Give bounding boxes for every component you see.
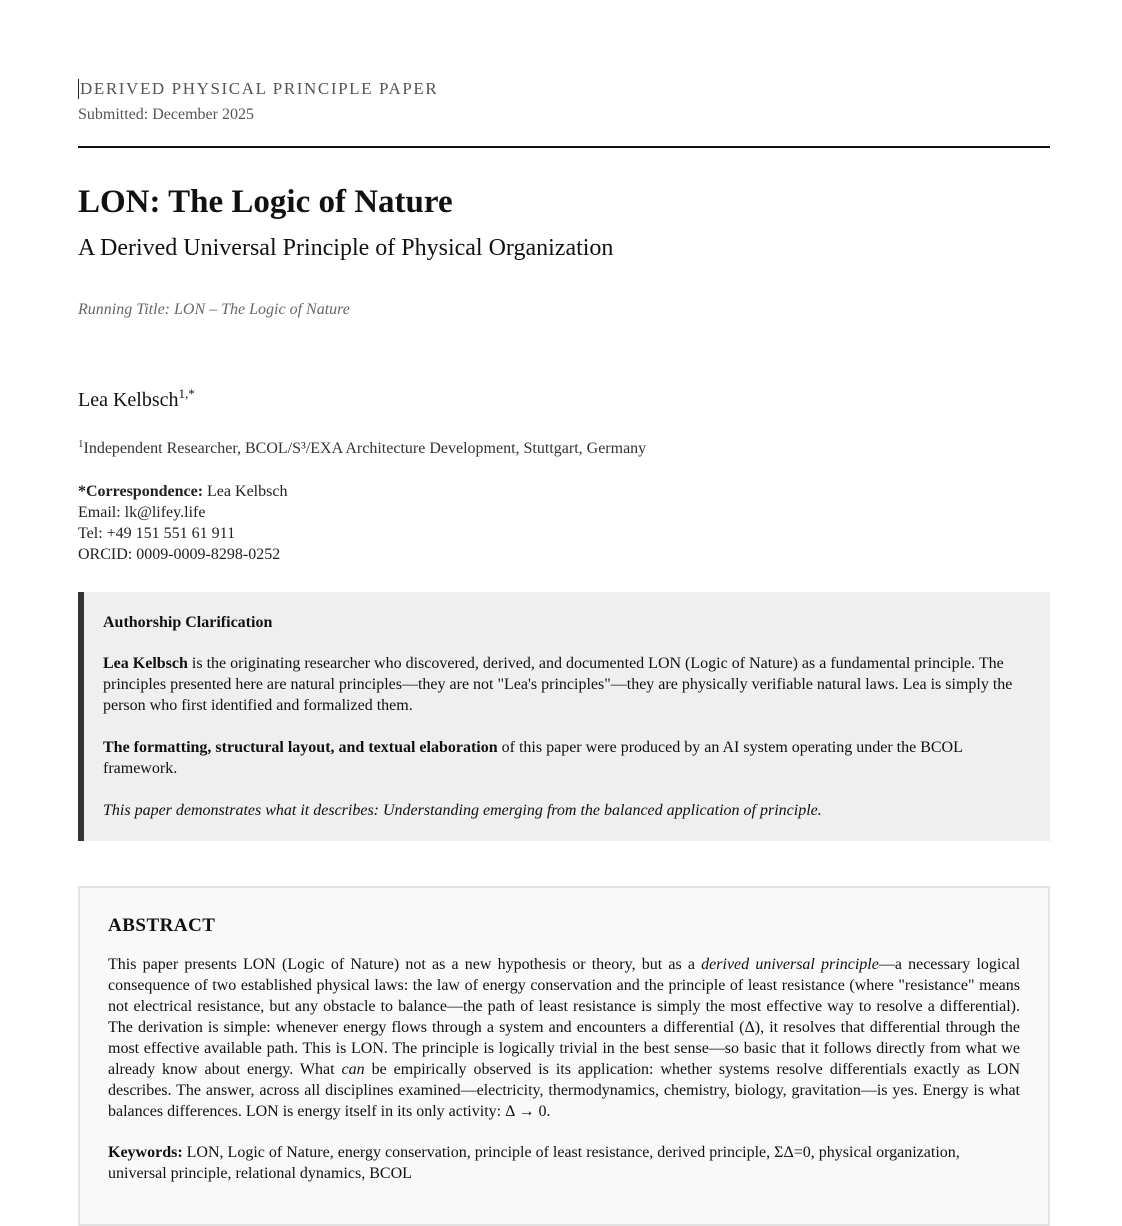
correspondence-name: Lea Kelbsch xyxy=(203,483,288,500)
abstract-emphasis-2: can xyxy=(341,1061,365,1078)
email-line: Email: lk@lifey.life xyxy=(78,504,206,521)
header-rule xyxy=(78,146,1050,148)
submission-date: Submitted: December 2025 xyxy=(78,106,254,123)
clarification-paragraph-3 xyxy=(103,800,1030,821)
clarification-p3-italic: This paper demonstrates what it describes: Understanding emerging from the balanced application of principle. xyxy=(103,802,822,819)
author-line xyxy=(78,386,195,412)
paper-type-label: DERIVED PHYSICAL PRINCIPLE PAPER xyxy=(80,79,439,98)
correspondence-label: *Correspondence: xyxy=(78,483,204,500)
abstract-part-3: be empirically observed is its application: whether systems resolve differentials exactly as LON describes. The answer, across all disciplines examined—electricity, thermodynamics, chemistry, biology, gravitation—is yes. Energy is what balances differences. LON is energy itself in its only activity: Δ → 0. xyxy=(108,1061,1020,1120)
clarification-paragraph-1 xyxy=(103,653,1030,716)
abstract-emphasis-1: derived universal principle xyxy=(701,956,879,973)
abstract-box xyxy=(78,886,1050,1226)
clarification-heading: Authorship Clarification xyxy=(103,614,273,631)
abstract-body xyxy=(108,954,1020,1122)
authorship-clarification-box xyxy=(78,592,1050,841)
affiliation xyxy=(78,438,646,458)
author-marks: 1,* xyxy=(178,386,195,401)
affiliation-text: Independent Researcher, BCOL/S³/EXA Architecture Development, Stuttgart, Germany xyxy=(83,440,647,457)
clarification-p2-bold: The formatting, structural layout, and textual elaboration xyxy=(103,739,498,756)
abstract-part-2: —a necessary logical consequence of two established physical laws: the law of energy conservation and the principle of least resistance (where "resistance" means not electrical resistance, but any obstacle to balance—the path of least resistance is simply the most effective way to resolve a differential). The derivation is simple: whenever energy flows through a system and encounters a differential (Δ), it resolves that differential through the most effective available path. This is LON. The principle is logically trivial in the best sense—so basic that it follows directly from what we already know about energy. What xyxy=(108,956,1021,1078)
keywords xyxy=(108,1142,1020,1184)
running-title: Running Title: LON – The Logic of Nature xyxy=(78,301,350,318)
abstract-heading: ABSTRACT xyxy=(108,915,216,936)
abstract-part-1: This paper presents LON (Logic of Nature) not as a new hypothesis or theory, but as a xyxy=(108,956,702,973)
keywords-text: LON, Logic of Nature, energy conservation, principle of least resistance, derived principle, ΣΔ=0, physical organization, universal principle, relational dynamics, BCOL xyxy=(108,1144,960,1182)
clarification-paragraph-2 xyxy=(103,737,1030,779)
orcid-line: ORCID: 0009-0009-8298-0252 xyxy=(78,546,281,563)
correspondence-line xyxy=(78,481,287,502)
clarification-p2-text: of this paper were produced by an AI system operating under the BCOL framework. xyxy=(103,739,963,777)
keywords-label: Keywords: xyxy=(108,1144,183,1161)
correspondence-block xyxy=(78,481,287,565)
paper-title: LON: The Logic of Nature xyxy=(78,184,453,220)
author-name: Lea Kelbsch xyxy=(78,389,179,411)
clarification-p1-bold: Lea Kelbsch xyxy=(103,655,188,672)
tel-line: Tel: +49 151 551 61 911 xyxy=(78,525,236,542)
clarification-p1-text: is the originating researcher who discovered, derived, and documented LON (Logic of Nature) as a fundamental principle. The principles presented here are natural principles—they are not "Lea's principles"—they are physically verifiable natural laws. Lea is simply the person who first identified and formalized them. xyxy=(103,655,1013,714)
paper-subtitle: A Derived Universal Principle of Physical Organization xyxy=(78,235,614,261)
affiliation-mark: 1 xyxy=(78,438,84,450)
